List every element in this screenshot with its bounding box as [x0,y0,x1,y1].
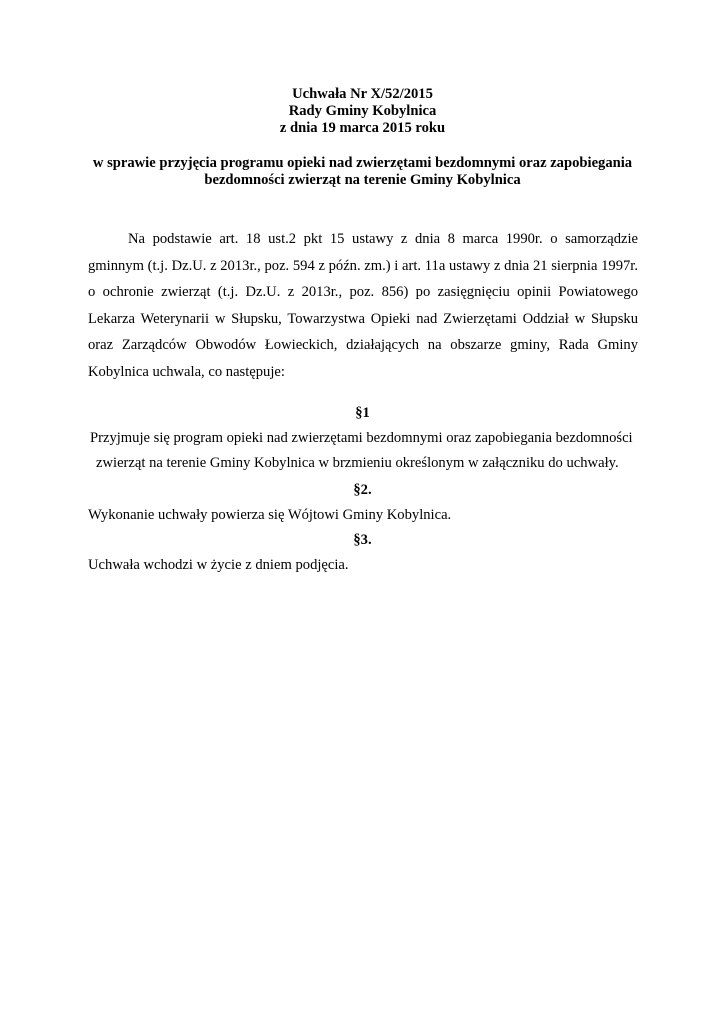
section-1-line-2: zwierząt na terenie Gminy Kobylnica w brzmieniu określonym w załączniku do uchwały. [96,455,619,471]
preamble-line: oraz Zarządców Obwodów Łowieckich, działających na obszarze gminy, Rada Gminy [88,337,638,353]
section-mark-3: §3. [353,532,372,548]
preamble-line: o ochronie zwierząt (t.j. Dz.U. z 2013r., poz. 856) po zasięgnięciu opinii Powiatowego [88,284,638,300]
subject-line-2: bezdomności zwierząt na terenie Gminy Kobylnica [204,172,521,188]
resolution-number: Uchwała Nr X/52/2015 [292,86,433,102]
section-3-line-1: Uchwała wchodzi w życie z dniem podjęcia. [88,557,349,573]
preamble-line: Na podstawie art. 18 ust.2 pkt 15 ustawy z dnia 8 marca 1990r. o samorządzie [128,231,638,247]
section-mark-2: §2. [353,482,372,498]
preamble-paragraph [88,226,638,385]
preamble-line: Lekarza Weterynarii w Słupsku, Towarzystwa Opieki nad Zwierzętami Oddział w Słupsku [88,310,638,327]
subject-line-1: w sprawie przyjęcia programu opieki nad zwierzętami bezdomnymi oraz zapobiegania [92,155,633,171]
resolution-date: z dnia 19 marca 2015 roku [279,120,446,136]
preamble-line: gminnym (t.j. Dz.U. z 2013r., poz. 594 z późn. zm.) i art. 11a ustawy z dnia 21 sierpnia 1997r. [88,257,638,274]
section-1-line-1: Przyjmuje się program opieki nad zwierzętami bezdomnymi oraz zapobiegania bezdomności [90,430,633,446]
section-2-line-1: Wykonanie uchwały powierza się Wójtowi Gminy Kobylnica. [88,507,452,523]
section-mark-1: §1 [355,405,370,421]
council-name: Rady Gminy Kobylnica [288,103,437,119]
preamble-line: Kobylnica uchwala, co następuje: [88,363,285,380]
